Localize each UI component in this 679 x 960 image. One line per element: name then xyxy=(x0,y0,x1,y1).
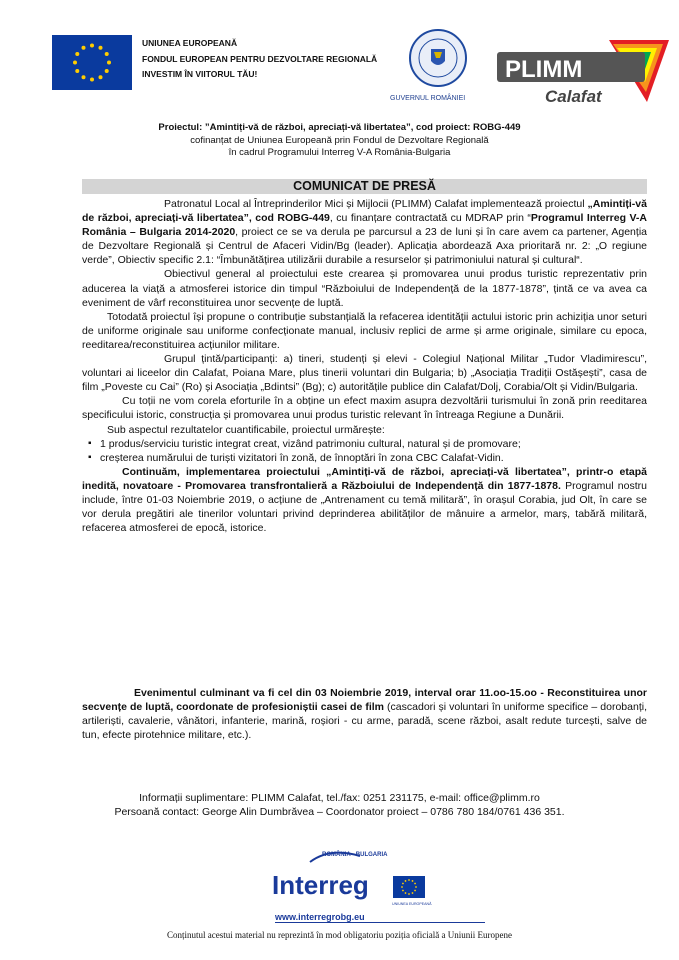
eu-star-icon xyxy=(82,46,86,50)
program-name: Programul Interreg V-A România – Bulgaria 2014-2020 xyxy=(82,212,647,239)
eu-star-icon xyxy=(408,893,410,895)
eu-star-icon xyxy=(415,886,417,888)
interreg-logo xyxy=(270,842,435,922)
eu-star-icon xyxy=(90,78,94,82)
results-list xyxy=(82,437,647,465)
interreg-wordmark: Interreg xyxy=(272,870,369,900)
eu-star-icon xyxy=(73,61,77,65)
eu-line: FONDUL EUROPEAN PENTRU DEZVOLTARE REGIONALĂ xyxy=(142,53,378,64)
project-cofinance: cofinanțat de Uniunea Europeană prin Fondul de Dezvoltare Regională xyxy=(190,134,489,146)
event-bold: Evenimentul culminant va fi cel din 03 Noiembrie 2019, interval orar 11.oo-15.oo - Reconstituirea unor secvențe de luptă, coordonate de profesioniștii casei de film xyxy=(82,687,647,714)
eu-star-icon xyxy=(105,69,109,73)
eu-disclaimer: Conținutul acestui material nu reprezintă în mod obligatoriu poziția oficială a Uniunii Europene xyxy=(167,930,512,940)
info-line: Informații suplimentare: PLIMM Calafat, tel./fax: 0251 231175, e-mail: office@plimm.ro xyxy=(139,792,540,804)
eu-star-icon xyxy=(107,61,111,65)
svg-text:UNIUNEA EUROPEANĂ: UNIUNEA EUROPEANĂ xyxy=(392,902,432,906)
interreg-website-link[interactable]: www.interregrobg.eu xyxy=(275,912,485,923)
paragraph-continuation xyxy=(82,465,647,535)
eu-star-icon xyxy=(412,892,414,894)
interreg-region-text: ROMÂNIA - BULGARIA xyxy=(322,852,388,858)
continuation-bold: Continuăm, implementarea proiectului „Amintiți-vă de război, apreciați-vă libertatea”, printr-o etapă inedită, novatoare - Promovarea transfrontalieră a Războiului de Independență din 1877-1878. xyxy=(82,465,647,492)
paragraph-target-group: Grupul țintă/participanți: a) tineri, studenți și elevi - Colegiul Național Militar „Tudor Vladimirescu”, voluntari ai liceelor din Calafat, Poiana Mare, plus tinerii voluntari din Bulgaria; b) „Asociația Tradiții Ostășești”, casa de film „Poveste cu Cai” (Ro) și Asociația „Bdintsi” (Bg); c) autoritățile publice din Calafat/Dolj, Corabia/Olt și Vidin/Bulgaria. xyxy=(82,353,647,394)
press-release-heading: COMUNICAT DE PRESĂ xyxy=(82,179,647,194)
contact-info xyxy=(0,791,679,819)
text: , cu finanțare contractată cu MDRAP prin “ xyxy=(329,212,531,225)
eu-star-icon xyxy=(414,883,416,885)
eu-star-icon xyxy=(405,892,407,894)
project-name: „Amintiți-vă de război, apreciați-vă libertatea”, cod ROBG-449 xyxy=(82,198,647,225)
paragraph-cooperation: Cu toții ne vom corela eforturile în a obține un efect maxim asupra dezvoltării turismului în zonă prin reeditarea specificului istoric, construcția și promovarea unui produs turistic relevant în întreaga Regiune a Dunării. xyxy=(82,395,647,422)
text: Patronatul Local al Întreprinderilor Mici și Mijlocii (PLIMM) Calafat implementează proiectul xyxy=(164,198,588,210)
project-program: în cadrul Programului Interreg V-A România-Bulgaria xyxy=(228,147,451,158)
svg-text:PLIMM: PLIMM xyxy=(505,56,583,83)
eu-star-icon xyxy=(402,883,404,885)
list-item: ▪ 1 produs/serviciu turistic integrat creat, vizând patrimoniu cultural, natural și de promovare; xyxy=(82,437,647,451)
press-release-body xyxy=(82,197,647,535)
eu-star-icon xyxy=(75,52,79,56)
project-info xyxy=(0,122,679,160)
project-title: Proiectul: ”Amintiți-vă de război, apreciați-vă libertatea”, cod proiect: ROBG-449 xyxy=(158,122,521,133)
paragraph-results: Sub aspectul rezultatelor cuantificabile, proiectul urmărește: xyxy=(107,423,385,436)
eu-star-icon xyxy=(90,44,94,48)
event-text xyxy=(82,686,647,742)
paragraph-objective: Obiectivul general al proiectului este crearea și promovarea unui produs turistic reprezentativ prin aducerea la viață a atmosferei istorice din timpul “Războiului de Independență de la 1877-1878”, țintă ce va avea ca eveniment de vârf reconstituirea unor secvențe de luptă. xyxy=(82,268,647,309)
eu-star-icon xyxy=(405,880,407,882)
eu-star-icon xyxy=(414,890,416,892)
list-item: ▪ creșterea numărului de turiști vizitatori în zonă, de înnoptări în zona CBC Calafat-Vidin. xyxy=(82,451,647,465)
eu-star-icon xyxy=(408,879,410,881)
eu-star-icon xyxy=(82,75,86,79)
eu-star-icon xyxy=(99,46,103,50)
eu-star-icon xyxy=(402,890,404,892)
government-seal-logo xyxy=(409,29,467,87)
eu-star-icon xyxy=(412,880,414,882)
government-label: GUVERNUL ROMÂNIEI xyxy=(390,95,466,102)
event-paragraph xyxy=(82,686,647,742)
contact-line: Persoană contact: George Alin Dumbrăvea – Coordonator proiect – 0786 780 184/0761 436 351. xyxy=(114,806,565,818)
eu-star-icon xyxy=(75,69,79,73)
eu-flag-logo xyxy=(52,35,132,90)
eu-line: INVESTIM ÎN VIITORUL TĂU! xyxy=(142,69,258,79)
paragraph-intro xyxy=(82,197,647,267)
text: (cascadori și voluntari în uniforme specifice – dorobanți, artileriști, cavalerie, vânători, infanterie, marină, roșiori - cu arme, paradă, scene război, asalt redute turcești, salve de tun, efecte pirotehnice militare, etc.). xyxy=(82,701,647,742)
paragraph-contribution: Totodată proiectul își propune o contribuție substanțială la refacerea identității actului istoric prin achiziția unor seturi de uniforme originale sau uniforme confecționate manual, inclusiv replici de arme și arme originale, similare cu epoca, reeditarea/reconstituirea acțiunilor militare. xyxy=(82,310,647,351)
text: , proiect ce se va derula pe parcursul a 23 de luni și în care avem ca partener, Agenția de Dezvoltare Regională și Centrul de Afaceri Vidin/Bg (leader). Aplicația abordează Axa prioritară nr. 2: „O regiune verde”, Obiectiv specific 2.1: “Îmbunătățirea utilizării durabile a resurselor și patrimoniului natural și cultural“. xyxy=(82,226,647,267)
eu-star-icon xyxy=(401,886,403,888)
eu-line: UNIUNEA EUROPEANĂ xyxy=(142,38,238,48)
eu-text-block xyxy=(142,36,377,83)
svg-text:Calafat: Calafat xyxy=(545,87,602,106)
plimm-calafat-logo xyxy=(497,40,669,110)
eu-star-icon xyxy=(99,75,103,79)
text: Programul nostru include, între 01-03 Noiembrie 2019, o acțiune de „Antrenament cu temă militară”, în orașul Corabia, jud Olt, în care se vor derula pregătiri ale tinerilor voluntari privind deprinderea abilităților de mânuire a armelor, marș, tabără militară, refacerea atmosferei de epocă, istorice. xyxy=(82,479,647,535)
eu-star-icon xyxy=(105,52,109,56)
